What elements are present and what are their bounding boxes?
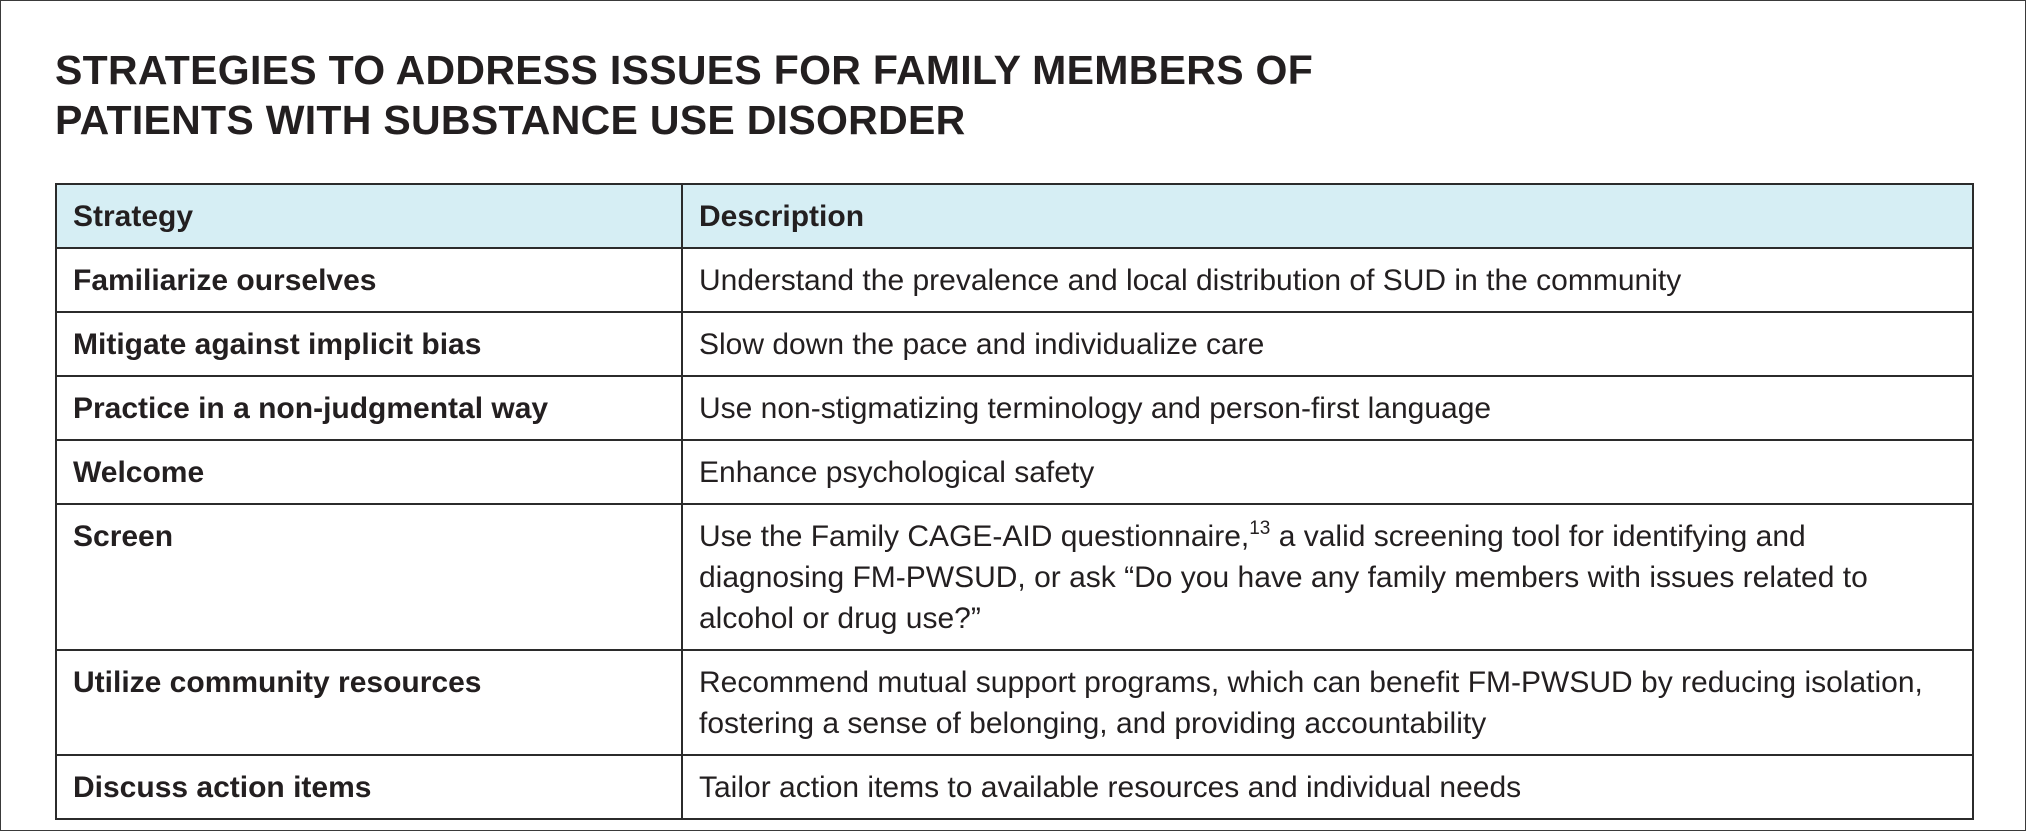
description-cell: Tailor action items to available resources and individual needs <box>682 755 1973 819</box>
description-cell: Use non-stigmatizing terminology and person-first language <box>682 376 1973 440</box>
strategy-cell: Familiarize ourselves <box>56 248 682 312</box>
description-cell: Slow down the pace and individualize care <box>682 312 1973 376</box>
strategy-cell: Utilize community resources <box>56 650 682 755</box>
strategy-cell: Discuss action items <box>56 755 682 819</box>
strategy-cell: Mitigate against implicit bias <box>56 312 682 376</box>
table-row <box>56 755 1973 819</box>
table-row <box>56 248 1973 312</box>
table-header-row <box>56 184 1973 248</box>
description-text: a valid screening tool for identifying and diagnosing FM-PWSUD, or ask “Do you have any family members with issues related to alcohol or drug use?” <box>699 520 1868 635</box>
table-row <box>56 312 1973 376</box>
table-title <box>55 45 1313 145</box>
description-cell: Recommend mutual support programs, which can benefit FM-PWSUD by reducing isolation, fostering a sense of belonging, and providing accountability <box>682 650 1973 755</box>
reference-superscript: 13 <box>1249 518 1271 539</box>
strategy-cell: Practice in a non-judgmental way <box>56 376 682 440</box>
description-cell: Understand the prevalence and local distribution of SUD in the community <box>682 248 1973 312</box>
table-row <box>56 440 1973 504</box>
column-header-description: Description <box>682 184 1973 248</box>
strategy-cell: Screen <box>56 504 682 650</box>
table-row <box>56 650 1973 755</box>
title-line-2: PATIENTS WITH SUBSTANCE USE DISORDER <box>55 97 966 143</box>
description-text: Use the Family CAGE-AID questionnaire, <box>699 520 1250 553</box>
description-cell <box>682 504 1973 650</box>
table-row <box>56 504 1973 650</box>
description-cell: Enhance psychological safety <box>682 440 1973 504</box>
column-header-strategy: Strategy <box>56 184 682 248</box>
title-line-1: STRATEGIES TO ADDRESS ISSUES FOR FAMILY MEMBERS OF <box>55 47 1314 93</box>
strategy-cell: Welcome <box>56 440 682 504</box>
table-row <box>56 376 1973 440</box>
strategies-table <box>55 183 1974 820</box>
